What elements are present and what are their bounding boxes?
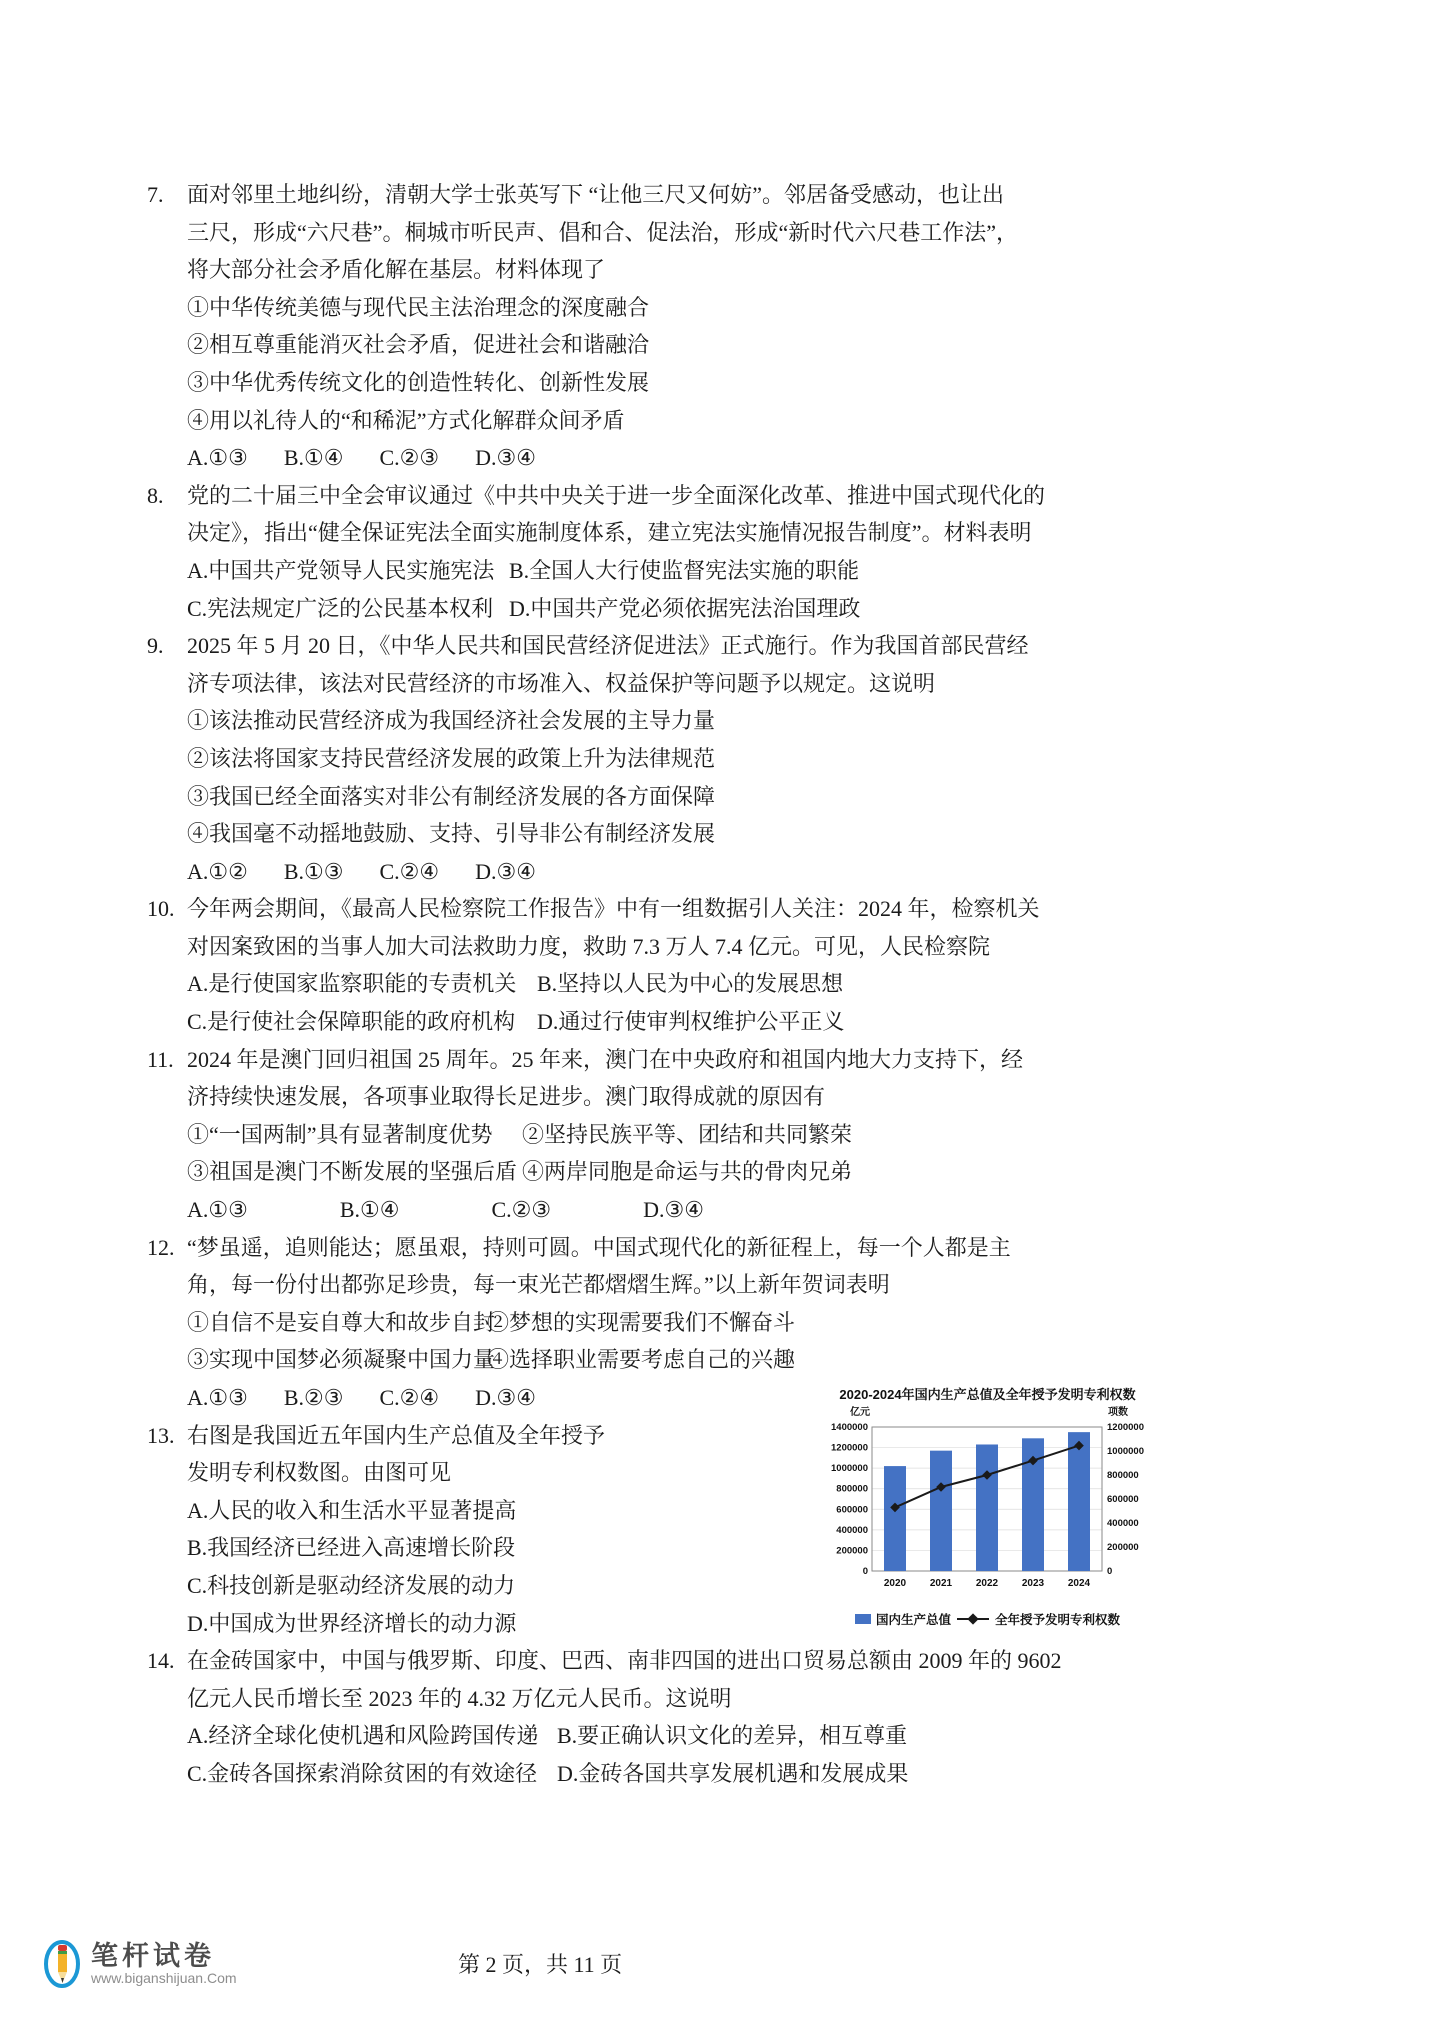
question-line <box>142 439 1062 477</box>
brand-name: 笔杆试卷 <box>91 1940 215 1971</box>
line-text: C.科技创新是驱动经济发展的动力 <box>187 1572 516 1598</box>
line-text: ②相互尊重能消灭社会矛盾，促进社会和谐融洽 <box>187 332 650 358</box>
question-line <box>142 552 1062 590</box>
bar-series-swatch <box>855 1614 871 1624</box>
option-segment: C.②④ <box>379 858 440 884</box>
line-text: 右图是我国近五年国内生产总值及全年授予 <box>187 1422 606 1448</box>
option-segment: D.③④ <box>643 1197 704 1223</box>
svg-text:800000: 800000 <box>1107 1470 1139 1481</box>
question-line <box>142 289 1062 327</box>
question-10 <box>142 890 1062 928</box>
question-line <box>142 1266 1062 1304</box>
line-text: “梦虽遥，追则能达；愿虽艰，持则可圆。中国式现代化的新征程上，每一个人都是主 <box>187 1234 1011 1260</box>
svg-text:0: 0 <box>1107 1566 1113 1577</box>
question-8 <box>142 477 1062 515</box>
option-segment: C.宪法规定广泛的公民基本权利 <box>187 595 494 621</box>
line-text: D.中国成为世界经济增长的动力源 <box>187 1610 517 1636</box>
question-number: 8. <box>147 482 164 508</box>
question-number: 10. <box>147 896 175 922</box>
option-segment: B.全国人大行使监督宪法实施的职能 <box>509 557 860 583</box>
svg-text:2021: 2021 <box>929 1578 953 1589</box>
question-14 <box>142 1642 1062 1680</box>
option-segment: A.①② <box>187 858 248 884</box>
question-11 <box>142 1041 1062 1079</box>
option-segment: B.①④ <box>283 445 344 471</box>
option-segment: ①自信不是妄自尊大和故步自封 <box>187 1309 496 1335</box>
question-line <box>142 1341 1062 1379</box>
question-line <box>142 1755 1062 1793</box>
svg-text:200000: 200000 <box>1107 1542 1139 1553</box>
option-segment: C.②③ <box>491 1197 552 1223</box>
option-segment: B.坚持以人民为中心的发展思想 <box>537 971 844 997</box>
svg-text:1200000: 1200000 <box>1107 1422 1144 1433</box>
line-text: ④我国毫不动摇地鼓励、支持、引导非公有制经济发展 <box>187 821 716 847</box>
line-text: 济持续快速发展，各项事业取得长足进步。澳门取得成就的原因有 <box>187 1084 826 1110</box>
question-number: 12. <box>147 1234 175 1260</box>
option-segment: D.中国共产党必须依据宪法治国理政 <box>509 595 861 621</box>
svg-text:2020: 2020 <box>883 1578 907 1589</box>
chart-canvas <box>815 1403 1160 1603</box>
line-text: A.人民的收入和生活水平显著提高 <box>187 1497 517 1523</box>
question-line <box>142 514 1062 552</box>
line-text: 亿元人民币增长至 2023 年的 4.32 万亿元人民币。这说明 <box>187 1685 732 1711</box>
question-line <box>142 778 1062 816</box>
question-line <box>142 214 1062 252</box>
line-text: 党的二十届三中全会审议通过《中共中央关于进一步全面深化改革、推进中国式现代化的 <box>187 482 1046 508</box>
option-segment: B.要正确认识文化的差异，相互尊重 <box>557 1723 908 1749</box>
line-series-swatch <box>956 1613 990 1625</box>
line-series-label: 全年授予发明专利权数 <box>995 1613 1121 1627</box>
line-text: 将大部分社会矛盾化解在基层。材料体现了 <box>187 257 606 283</box>
brand-url: www.biganshijuan.Com <box>91 1970 237 1987</box>
chart-title: 2020-2024年国内生产总值及全年授予发明专利权数 <box>839 1387 1136 1402</box>
svg-text:600000: 600000 <box>1107 1494 1139 1505</box>
line-text: 发明专利权数图。由图可见 <box>187 1460 452 1486</box>
question-line <box>142 402 1062 440</box>
line-text: 对因案致困的当事人加大司法救助力度，救助 7.3 万人 7.4 亿元。可见，人民检察院 <box>187 933 991 959</box>
svg-text:0: 0 <box>862 1566 868 1577</box>
question-line <box>142 251 1062 289</box>
line-text: 三尺，形成“六尺巷”。桐城市听民声、倡和合、促法治，形成“新时代六尺巷工作法”， <box>187 219 1019 245</box>
option-segment: ①“一国两制”具有显著制度优势 <box>187 1121 493 1147</box>
question-number: 9. <box>147 633 164 659</box>
question-line <box>142 853 1062 891</box>
option-segment: A.是行使国家监察职能的专责机关 <box>187 971 517 997</box>
option-segment: C.是行使社会保障职能的政府机构 <box>187 1009 516 1035</box>
question-line <box>142 740 1062 778</box>
svg-text:2023: 2023 <box>1021 1578 1045 1589</box>
question-line <box>142 326 1062 364</box>
option-segment: B.②③ <box>283 1385 344 1410</box>
question-number: 11. <box>147 1046 174 1072</box>
option-segment: D.金砖各国共享发展机遇和发展成果 <box>557 1760 909 1786</box>
line-text: 2024 年是澳门回归祖国 25 周年。25 年来，澳门在中央政府和祖国内地大力支持下，经 <box>187 1046 1024 1072</box>
line-text: 济专项法律，该法对民营经济的市场准入、权益保护等问题予以规定。这说明 <box>187 670 936 696</box>
svg-text:2022: 2022 <box>975 1578 999 1589</box>
question-line <box>142 702 1062 740</box>
option-segment: A.①③ <box>187 1197 248 1223</box>
option-segment: ②梦想的实现需要我们不懈奋斗 <box>487 1309 796 1335</box>
option-segment: A.①③ <box>187 445 248 471</box>
option-segment: B.①③ <box>283 858 344 884</box>
line-text: ③我国已经全面落实对非公有制经济发展的各方面保障 <box>187 783 716 809</box>
option-segment: ③祖国是澳门不断发展的坚强后盾 <box>187 1159 518 1185</box>
option-segment: D.通过行使审判权维护公平正义 <box>537 1009 845 1035</box>
option-segment: ④选择职业需要考虑自己的兴趣 <box>487 1347 796 1373</box>
question-line <box>142 1680 1062 1718</box>
option-segment: ④两岸同胞是命运与共的骨肉兄弟 <box>522 1159 853 1185</box>
line-text: 决定》，指出“健全保证宪法全面实施制度体系，建立宪法实施情况报告制度”。材料表明 <box>187 520 1032 546</box>
question-line <box>142 928 1062 966</box>
line-text: ②该法将国家支持民营经济发展的政策上升为法律规范 <box>187 745 716 771</box>
question-number: 13. <box>147 1422 175 1448</box>
question-line <box>142 965 1062 1003</box>
line-text: ③中华优秀传统文化的创造性转化、创新性发展 <box>187 369 650 395</box>
question-line <box>142 590 1062 628</box>
svg-text:400000: 400000 <box>836 1524 868 1536</box>
line-text: 2025 年 5 月 20 日，《中华人民共和国民营经济促进法》正式施行。作为我国首部民营经 <box>187 633 1029 659</box>
option-segment: C.②③ <box>379 445 440 471</box>
question-line <box>142 815 1062 853</box>
option-segment: C.②④ <box>379 1385 440 1410</box>
line-text: 今年两会期间，《最高人民检察院工作报告》中有一组数据引人关注：2024 年，检察机关 <box>187 896 1040 922</box>
question-line <box>142 1116 1062 1154</box>
question-line <box>142 1717 1062 1755</box>
question-number: 14. <box>147 1648 175 1674</box>
svg-text:400000: 400000 <box>1107 1518 1139 1529</box>
line-text: ①中华传统美德与现代民主法治理念的深度融合 <box>187 294 650 320</box>
line-text: 在金砖国家中，中国与俄罗斯、印度、巴西、南非四国的进出口贸易总额由 2009 年的 9602 <box>187 1648 1062 1674</box>
svg-text:1400000: 1400000 <box>831 1422 868 1433</box>
question-number: 7. <box>147 182 164 207</box>
option-segment: ③实现中国梦必须凝聚中国力量 <box>187 1347 496 1373</box>
svg-text:1000000: 1000000 <box>831 1463 868 1475</box>
option-segment: A.①③ <box>187 1385 248 1410</box>
option-segment: C.金砖各国探索消除贫困的有效途径 <box>187 1760 538 1786</box>
question-7 <box>142 176 1062 214</box>
brand-logo <box>42 1938 237 1990</box>
chart-legend <box>815 1610 1160 1628</box>
question-line <box>142 1304 1062 1342</box>
svg-text:800000: 800000 <box>836 1483 868 1495</box>
page-indicator: 第 2 页，共 11 页 <box>458 1952 623 1977</box>
option-segment: D.③④ <box>475 445 536 471</box>
question-line <box>142 1078 1062 1116</box>
pencil-logo-icon <box>42 1938 82 1990</box>
line-text: ④用以礼待人的“和稀泥”方式化解群众间矛盾 <box>187 407 625 433</box>
svg-text:2024: 2024 <box>1067 1578 1091 1589</box>
line-text: 角，每一份付出都弥足珍贵，每一束光芒都熠熠生辉。”以上新年贺词表明 <box>187 1272 890 1298</box>
svg-text:亿元: 亿元 <box>850 1407 870 1418</box>
question-line <box>142 364 1062 402</box>
option-segment: D.③④ <box>475 858 536 884</box>
option-segment: ②坚持民族平等、团结和共同繁荣 <box>522 1121 853 1147</box>
question-9 <box>142 627 1062 665</box>
svg-text:1200000: 1200000 <box>831 1442 868 1454</box>
option-segment: D.③④ <box>475 1385 536 1410</box>
line-text: B.我国经济已经进入高速增长阶段 <box>187 1535 516 1561</box>
line-text: ①该法推动民营经济成为我国经济社会发展的主导力量 <box>187 708 716 734</box>
svg-text:1000000: 1000000 <box>1107 1446 1144 1457</box>
question-line <box>142 665 1062 703</box>
svg-text:项数: 项数 <box>1108 1407 1128 1418</box>
option-segment: A.经济全球化使机遇和风险跨国传递 <box>187 1723 539 1749</box>
question-line <box>142 1153 1062 1191</box>
question-12 <box>142 1229 1062 1267</box>
line-text: 面对邻里土地纠纷，清朝大学士张英写下 “让他三尺又何妨”。邻居备受感动，也让出 <box>187 182 1005 207</box>
svg-text:200000: 200000 <box>836 1545 868 1557</box>
question-line <box>142 1003 1062 1041</box>
svg-text:600000: 600000 <box>836 1504 868 1516</box>
option-segment: B.①④ <box>339 1197 400 1223</box>
option-segment: A.中国共产党领导人民实施宪法 <box>187 557 495 583</box>
bar-series-label: 国内生产总值 <box>875 1613 951 1627</box>
gdp-patent-chart <box>815 1384 1160 1628</box>
question-line <box>142 1191 1062 1229</box>
